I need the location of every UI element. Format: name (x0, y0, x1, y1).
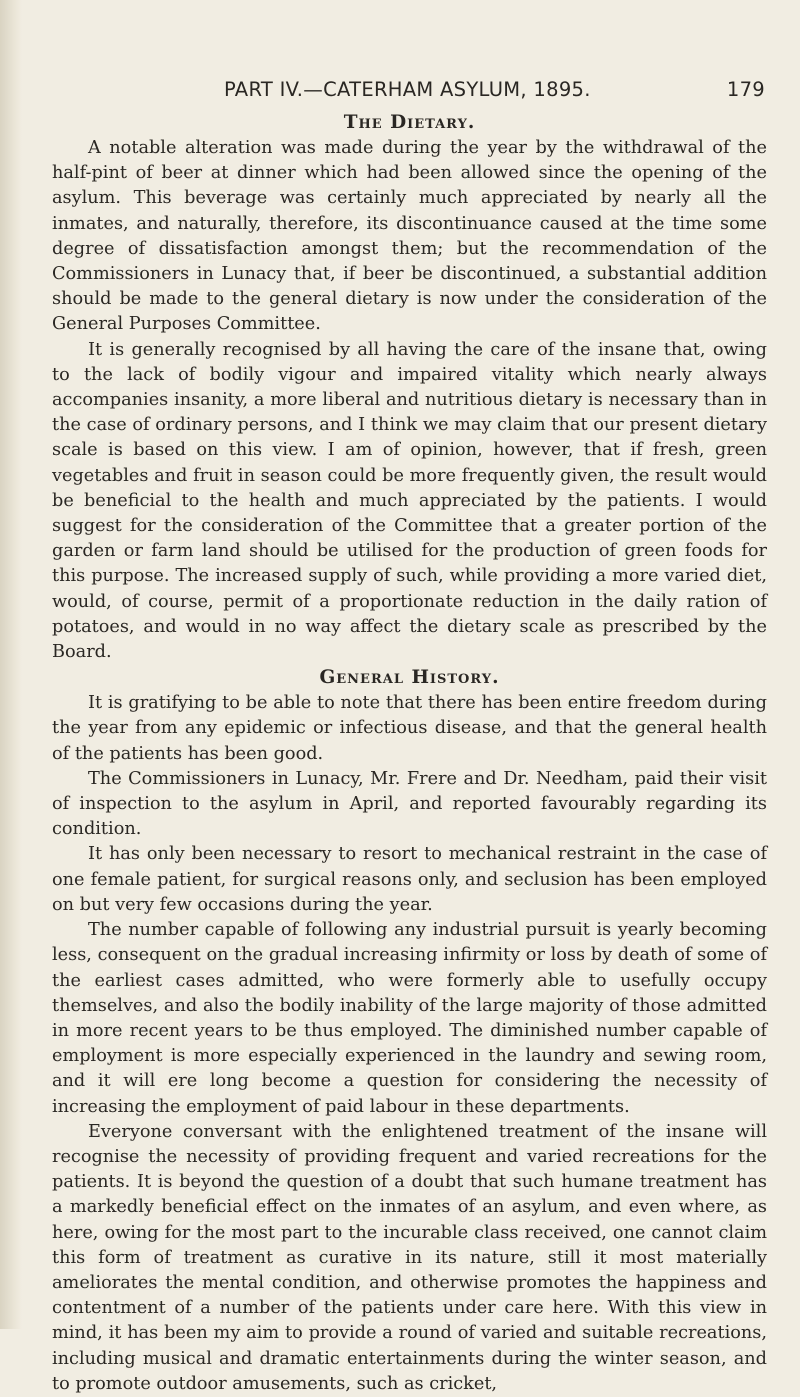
running-header (52, 78, 767, 108)
paragraph-dietary-2: It is generally recognised by all having the care of the insane that, owing to the lack of bodily vigour and impaired vitality which nearly always accompanies insanity, a more liberal and nutritious dietary is necessary than in the case of ordinary persons, and I think we may claim that our present dietary scale is based on this view. I am of opinion, however, that if fresh, green vegetables and fruit in season could be more frequently given, the result would be beneficial to the health and much appreciated by the patients. I would suggest for the consideration of the Committee that a greater portion of the garden or farm land should be utilised for the production of green foods for this purpose. The increased supply of such, while providing a more varied diet, would, of course, permit of a proportionate reduction in the daily ration of potatoes, and would in no way affect the dietary scale as prescribed by the Board. (52, 339, 767, 663)
paragraph-history-4: The number capable of following any industrial pursuit is yearly becoming less, consequent on the gradual increasing infirmity or loss by death of some of the earliest cases admitted, who were formerly able to usefully occupy themselves, and also the bodily inability of the large majority of those admitted in more recent years to be thus employed. The diminished number capable of employment is more especially experienced in the laundry and sewing room, and it will ere long become a question for considering the necessity of increasing the employment of paid labour in these departments. (52, 920, 767, 1117)
paragraph-history-1: It is gratifying to be able to note that there has been entire freedom during the year from any epidemic or infectious disease, and that the general health of the patients has been good. (52, 693, 767, 764)
paragraph-history-5: Everyone conversant with the enlightened treatment of the insane will recognise the necessity of providing frequent and varied recreations for the patients. It is beyond the question of a doubt that such humane treatment has a markedly beneficial effect on the inmates of an asylum, and even where, as here, owing for the most part to the incurable class received, one cannot claim this form of treatment as curative in its nature, still it most materially ameliorates the mental condition, and otherwise promotes the happiness and contentment of a number of the patients under care here. With this view in mind, it has been my aim to provide a round of varied and suitable recreations, including musical and dramatic entertainments during the winter season, and to promote outdoor amusements, such as cricket, (52, 1121, 767, 1394)
section-heading-dietary: The Dietary. (343, 112, 476, 133)
paragraph-history-2: The Commissioners in Lunacy, Mr. Frere and Dr. Needham, paid their visit of inspection to the asylum in April, and reported favourably regarding its condition. (52, 768, 767, 840)
section-heading-general-history: General History. (319, 667, 500, 689)
page-spine-shadow (0, 0, 22, 1329)
paragraph-history-3: It has only been necessary to resort to mechanical restraint in the case of one female patient, for surgical reasons only, and seclusion has been employed on but very few occasions during the year. (52, 844, 767, 915)
running-header-title: PART IV.—CATERHAM ASYLUM, 1895. (224, 78, 591, 101)
page-number: 179 (726, 78, 765, 101)
document-page (52, 78, 767, 1397)
paragraph-dietary-1: A notable alteration was made during the year by the withdrawal of the half-pint of beer at dinner which had been allowed since the opening of the asylum. This beverage was certainly much appreciated by nearly all the inmates, and naturally, therefore, its discontinuance caused at the time some degree of dissatisfaction amongst them; but the recommendation of the Commissioners in Lunacy that, if beer be discontinued, a substantial addition should be made to the general dietary is now under the consideration of the General Purposes Committee. (52, 138, 767, 335)
